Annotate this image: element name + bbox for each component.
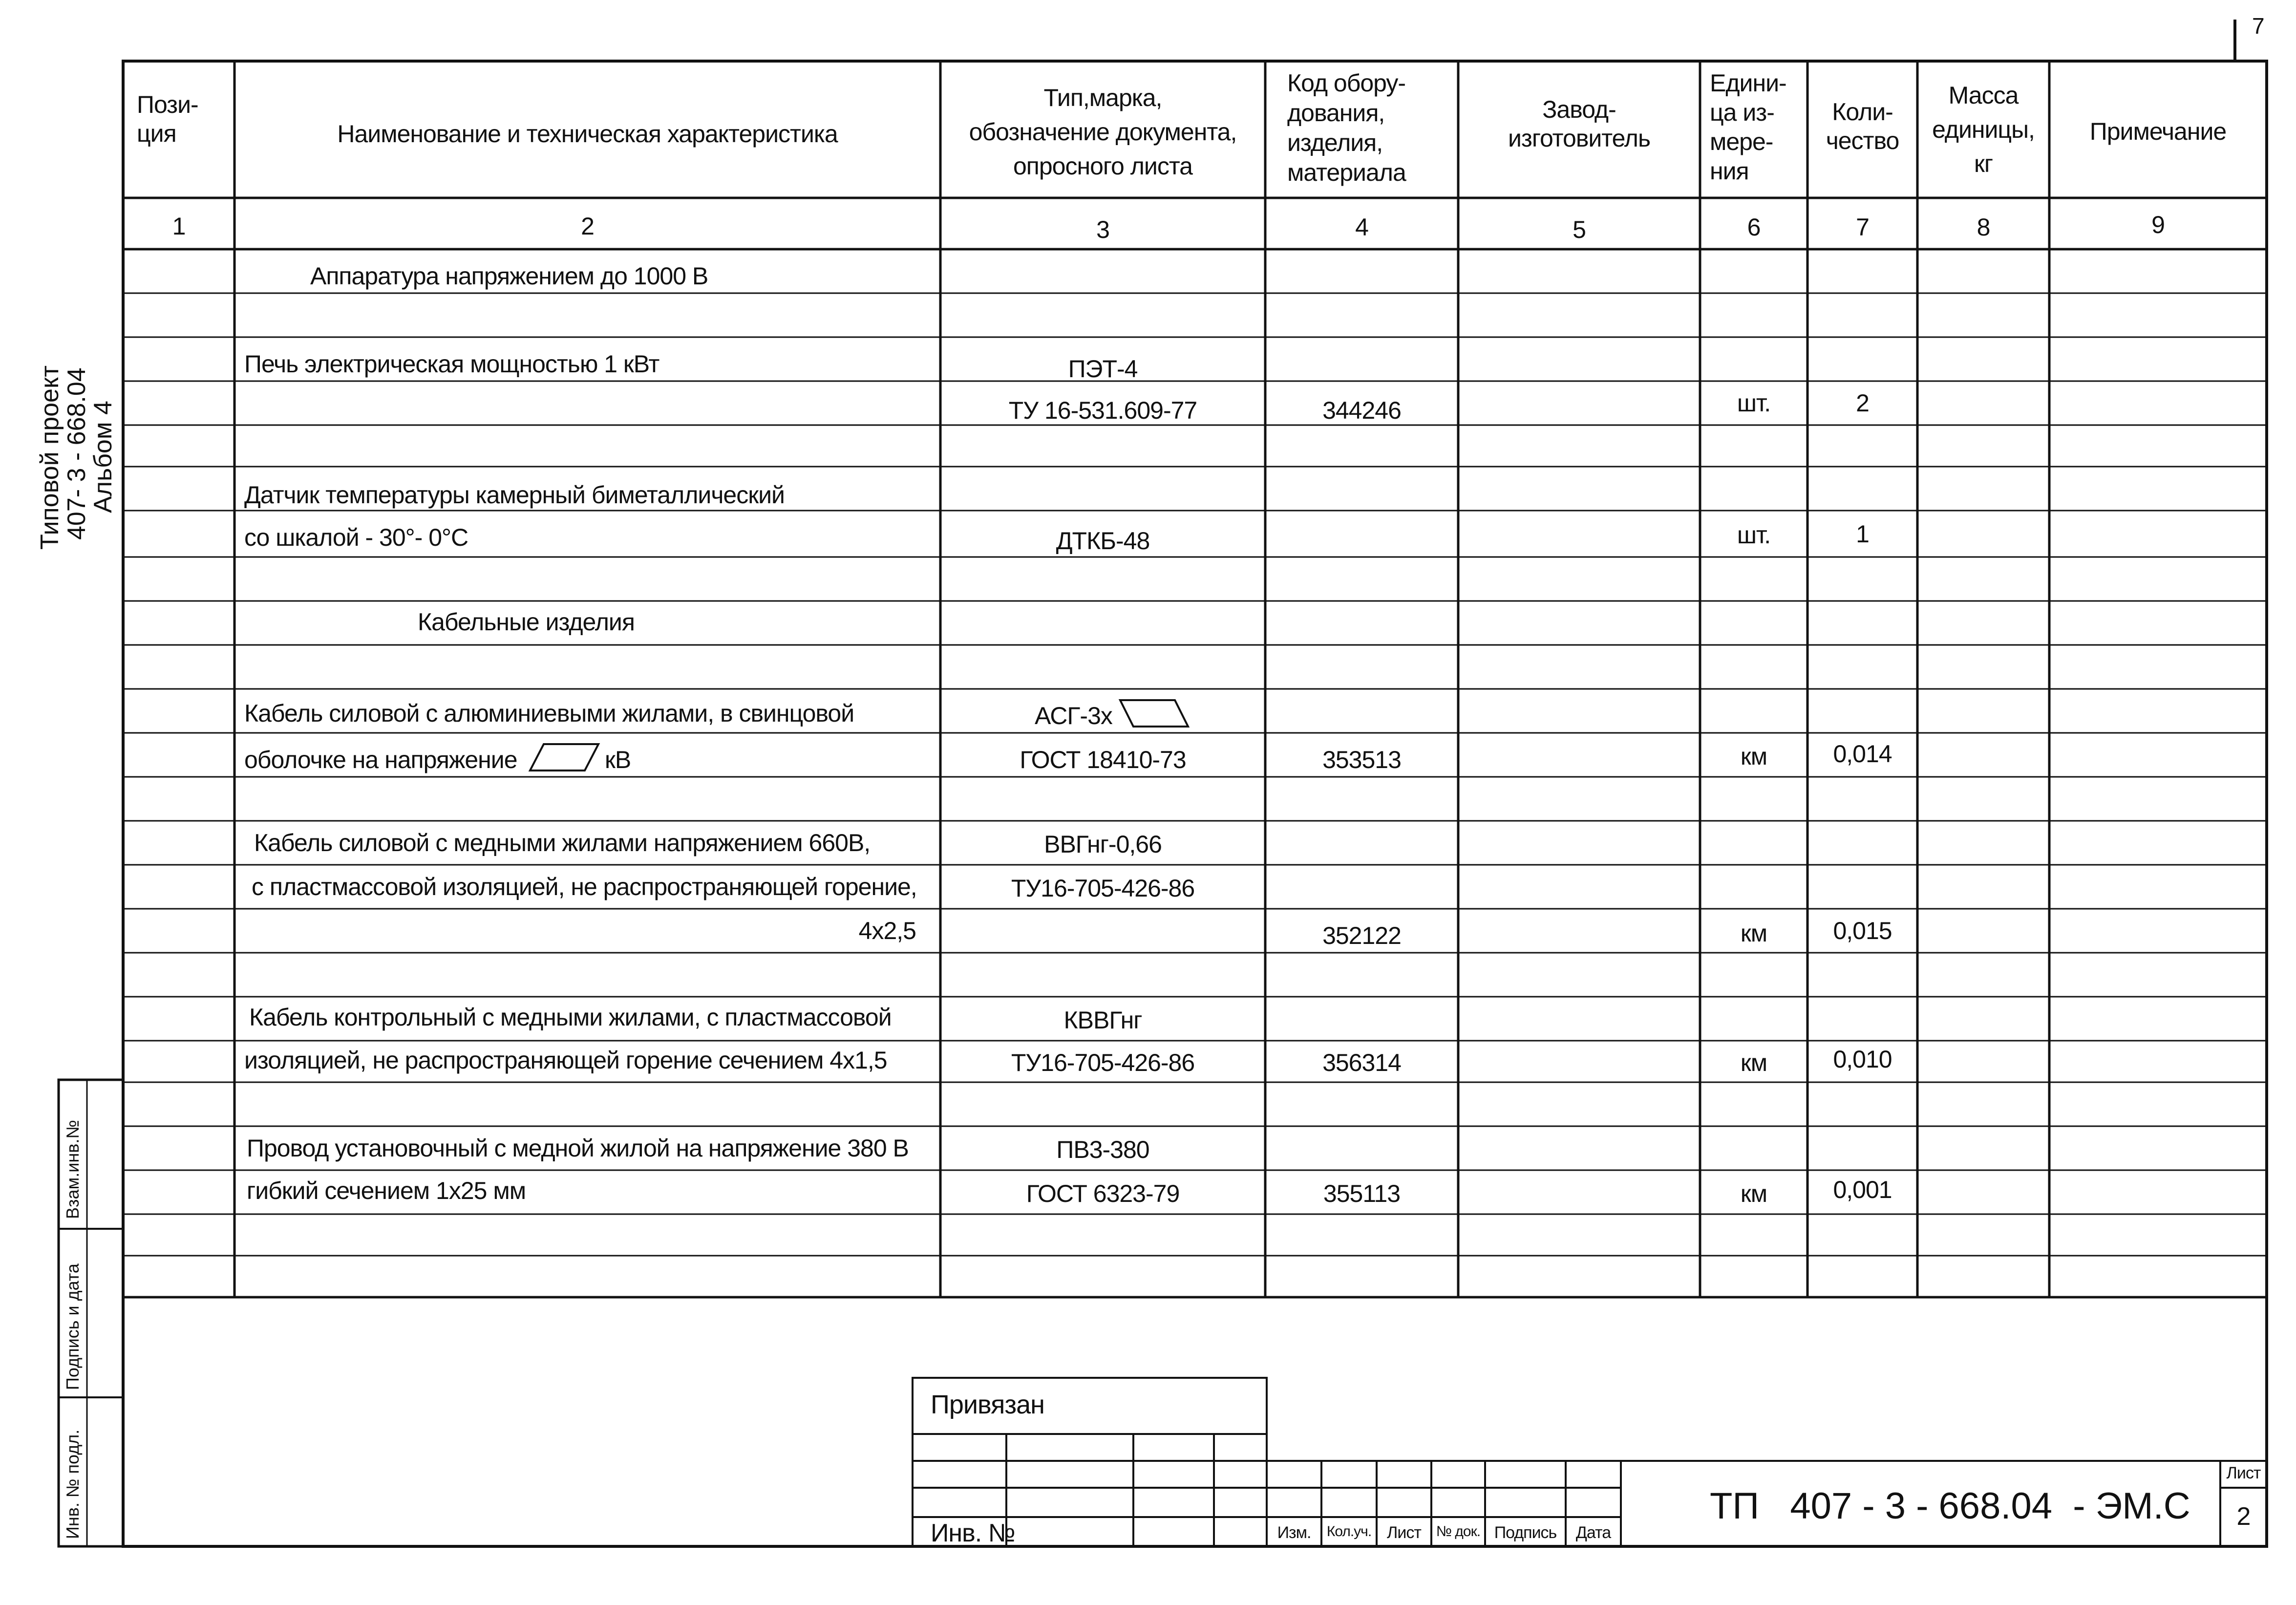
- item-code: 352122: [1322, 922, 1401, 949]
- header-position: Пози- ция: [137, 91, 198, 147]
- item-type: ПВ3-380: [1056, 1136, 1149, 1163]
- item-name: 4x2,5: [858, 917, 916, 944]
- side-title-line-2: 407- 3 - 668.04: [62, 367, 91, 540]
- item-code: 355113: [1323, 1180, 1401, 1207]
- col-number: 4: [1355, 214, 1368, 241]
- item-name-unit: кВ: [605, 746, 631, 773]
- item-type: ГОСТ 18410-73: [1020, 746, 1186, 773]
- item-unit: шт.: [1737, 389, 1771, 417]
- stamp-replace-inv: Взам.инв.№: [63, 1119, 83, 1219]
- item-name: Кабель силовой с алюминиевыми жилами, в свинцовой: [244, 700, 854, 727]
- sheet-label: Лист: [2226, 1464, 2261, 1482]
- stamp-inv-original: Инв. № подл.: [63, 1429, 83, 1539]
- rev-col-label: Подпись: [1494, 1523, 1557, 1542]
- header-code: Код обору- дования, изделия, материала: [1287, 69, 1406, 186]
- item-qty: 0,001: [1833, 1176, 1892, 1203]
- item-code: 356314: [1322, 1049, 1401, 1076]
- rev-col-label: Кол.уч.: [1326, 1523, 1372, 1540]
- item-name: Датчик температуры камерный биметаллический: [244, 481, 785, 509]
- item-type: ТУ16-705-426-86: [1011, 1049, 1195, 1076]
- item-unit: шт.: [1737, 521, 1771, 549]
- item-name: Кабель силовой с медными жилами напряжением 660В,: [254, 829, 871, 856]
- document-designation: ТП 407 - 3 - 668.04 - ЭМ.С: [1710, 1485, 2190, 1527]
- title-block-inv: Инв. №: [931, 1519, 1015, 1547]
- col-number: 6: [1747, 214, 1761, 241]
- item-qty: 2: [1856, 389, 1869, 417]
- item-name: Печь электрическая мощностью 1 кВт: [244, 350, 659, 378]
- header-type: Тип,марка, обозначение документа, опросного листа: [969, 84, 1237, 180]
- item-qty: 1: [1856, 520, 1869, 548]
- item-name: Кабель контрольный с медными жилами, с пластмассовой: [249, 1004, 892, 1031]
- sheet-number: 2: [2236, 1502, 2251, 1531]
- header-quantity: Коли- чество: [1826, 98, 1899, 154]
- item-unit: км: [1740, 743, 1767, 770]
- item-qty: 0,010: [1833, 1046, 1892, 1073]
- item-name: гибкий сечением 1x25 мм: [247, 1177, 526, 1204]
- side-title-line-1: Типовой проект: [36, 365, 64, 550]
- item-name: оболочке на напряжение: [244, 746, 517, 773]
- header-note: Примечание: [2089, 118, 2227, 145]
- corner-sheet-number: 7: [2252, 13, 2264, 39]
- col-number: 5: [1573, 216, 1586, 243]
- item-type: АСГ-3х: [1035, 702, 1112, 729]
- item-code: 353513: [1322, 746, 1401, 773]
- header-mass: Масса единицы, кг: [1932, 82, 2035, 177]
- item-qty: 0,014: [1833, 740, 1892, 768]
- item-type: ВВГнг-0,66: [1044, 831, 1162, 858]
- rev-col-label: Дата: [1575, 1523, 1611, 1542]
- item-qty: 0,015: [1833, 917, 1892, 944]
- rev-col-label: № док.: [1436, 1523, 1481, 1540]
- item-name: со шкалой - 30°- 0°C: [244, 524, 468, 551]
- blank-voltage-box-type: [1120, 700, 1188, 727]
- header-manufacturer: Завод- изготовитель: [1508, 96, 1651, 152]
- item-name: изоляцией, не распространяющей горение сечением 4x1,5: [244, 1047, 887, 1074]
- side-title-line-3: Альбом 4: [89, 401, 118, 513]
- col-number: 8: [1977, 214, 1990, 241]
- side-project-title: [37, 365, 117, 550]
- col-number: 9: [2151, 211, 2165, 238]
- item-name: с пластмассовой изоляцией, не распространяющей горение,: [252, 873, 917, 900]
- col-number: 7: [1856, 214, 1869, 241]
- item-unit: км: [1740, 1180, 1767, 1207]
- section-heading-apparatus: Аппаратура напряжением до 1000 В: [310, 262, 708, 290]
- col-number: 1: [172, 213, 186, 240]
- item-unit: км: [1740, 920, 1767, 947]
- col-number: 2: [581, 213, 594, 240]
- stamp-signature-date: Подпись и дата: [63, 1263, 83, 1390]
- rev-col-label: Изм.: [1277, 1523, 1311, 1542]
- item-type: ТУ 16-531.609-77: [1008, 397, 1197, 424]
- col-number: 3: [1096, 216, 1109, 243]
- item-type: ТУ16-705-426-86: [1011, 875, 1195, 902]
- item-type: ПЭТ-4: [1068, 355, 1138, 383]
- rev-col-label: Лист: [1387, 1523, 1421, 1542]
- item-name: Провод установочный с медной жилой на напряжение 380 В: [247, 1134, 909, 1162]
- item-type: ГОСТ 6323-79: [1026, 1180, 1180, 1207]
- item-type: КВВГнг: [1063, 1006, 1142, 1034]
- blank-voltage-box-name: [530, 744, 598, 770]
- title-block-privyazan: Привязан: [931, 1390, 1044, 1419]
- header-unit: Едини- ца из- мере- ния: [1710, 69, 1786, 185]
- section-heading-cables: Кабельные изделия: [418, 608, 635, 636]
- item-code: 344246: [1322, 397, 1401, 424]
- item-type: ДТКБ-48: [1056, 527, 1150, 555]
- header-name: Наименование и техническая характеристика: [337, 120, 838, 148]
- item-unit: км: [1740, 1049, 1767, 1076]
